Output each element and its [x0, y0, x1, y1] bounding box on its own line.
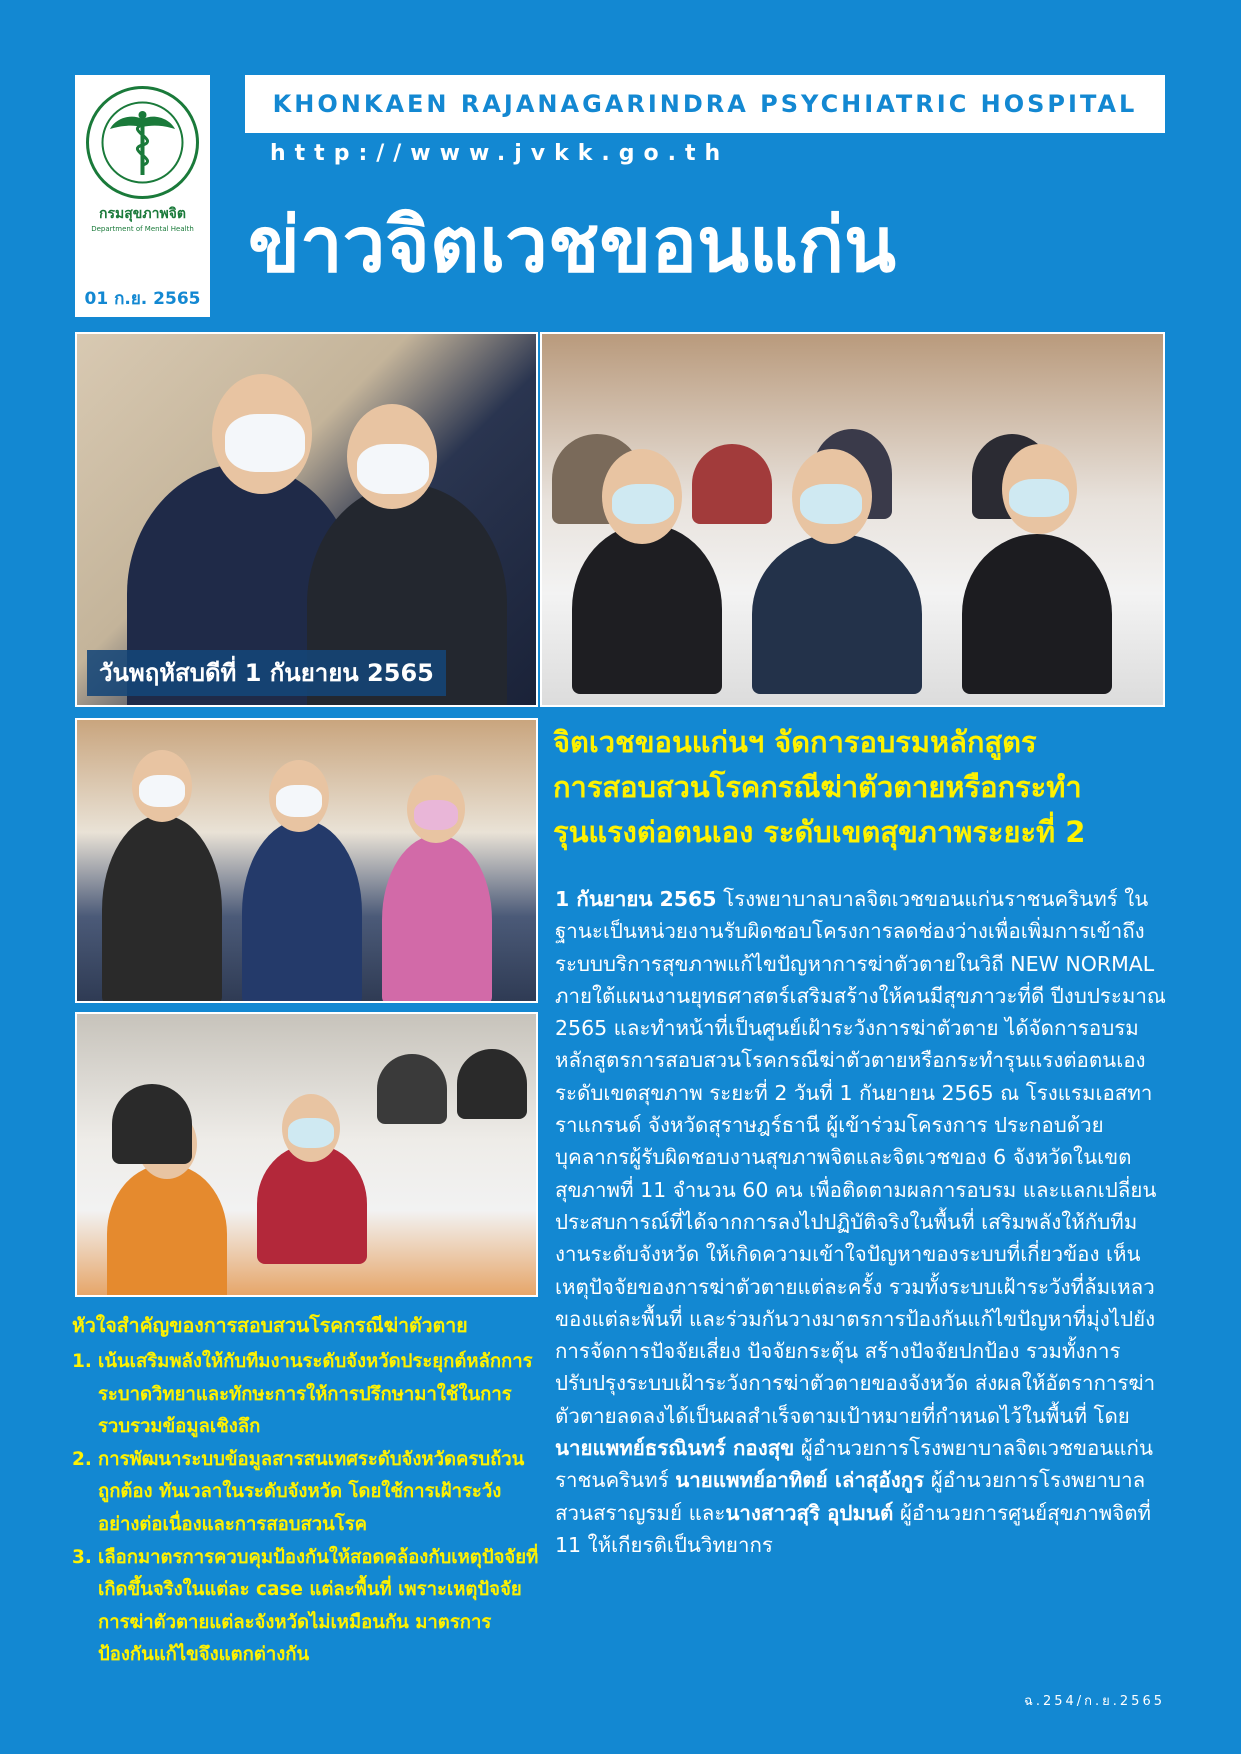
key-points-list — [72, 1346, 542, 1672]
body-text: ผู้อำนวยการโรงพยาบาลจิตเวชขอนแก่นราชนครินทร์ — [555, 1436, 1153, 1493]
list-item: 3. เลือกมาตรการควบคุมป้องกันให้สอดคล้องกับเหตุปัจจัยที่เกิดขึ้นจริงในแต่ละ case แต่ละพื้นที่ เพราะเหตุปัจจัยการฆ่าตัวตายแต่ละจังหวัดไม่เหมือนกัน มาตรการป้องกันแก้ไขจึงแตกต่างกัน — [72, 1546, 539, 1666]
issue-date: 01 ก.ย. 2565 — [84, 289, 201, 309]
website-url[interactable]: http://www.jvkk.go.th — [270, 141, 730, 166]
photo-participants-workshop — [75, 1012, 538, 1297]
body-text: ผู้อำนวยการโรงพยาบาลสวนสราญรมย์ และ — [555, 1468, 1146, 1525]
photo-training-room — [540, 332, 1165, 707]
headline-line: รุนแรงต่อตนเอง ระดับเขตสุขภาพระยะที่ 2 — [553, 815, 1086, 849]
speaker-name: นายแพทย์อาทิตย์ เล่าสุอังกูร — [675, 1468, 925, 1493]
department-name-en: Department of Mental Health — [91, 225, 194, 233]
document-code: ฉ.254/ก.ย.2565 — [1023, 1694, 1165, 1709]
headline-line: จิตเวชขอนแก่นฯ จัดการอบรมหลักสูตร — [553, 725, 1037, 759]
list-item: 1. เน้นเสริมพลังให้กับทีมงานระดับจังหวัดประยุกต์หลักการระบาดวิทยาและทักษะการให้การปรึกษามาใช้ในการรวบรวมข้อมูลเชิงลึก — [72, 1351, 533, 1438]
speaker-name: นายแพทย์ธรณินทร์ กองสุข — [555, 1436, 795, 1461]
speaker-name: นางสาวสุริ อุปมนต์ — [725, 1500, 894, 1525]
hospital-name-bar: KHONKAEN RAJANAGARINDRA PSYCHIATRIC HOSPITAL — [245, 75, 1165, 133]
department-name-th: กรมสุขภาพจิต — [99, 206, 186, 222]
masthead-title: ข่าวจิตเวชขอนแก่น — [248, 200, 896, 289]
ministry-seal — [85, 85, 200, 200]
photo-speakers-standing — [75, 718, 538, 1003]
logo-panel — [75, 75, 210, 317]
body-text: ผู้อำนวยการศูนย์สุขภาพจิตที่ 11 ให้เกียรติเป็นวิทยากร — [555, 1500, 1152, 1557]
lead-date: 1 กันยายน 2565 — [555, 887, 717, 911]
article-body — [555, 883, 1167, 1561]
list-item: 2. การพัฒนาระบบข้อมูลสารสนเทศระดับจังหวัดครบถ้วน ถูกต้อง ทันเวลาในระดับจังหวัด โดยใช้การเฝ้าระวังอย่างต่อเนื่องและการสอบสวนโรค — [72, 1448, 525, 1535]
key-points-title: หัวใจสำคัญของการสอบสวนโรคกรณีฆ่าตัวตาย — [72, 1314, 468, 1337]
body-text: โรงพยาบาลบาลจิตเวชขอนแก่นราชนครินทร์ ในฐานะเป็นหน่วยงานรับผิดชอบโครงการลดช่องว่างเพื่อเพิ่มการเข้าถึงระบบบริการสุขภาพแก้ไขปัญหาการฆ่าตัวตายในวิถี NEW NORMAL ภายใต้แผนงานยุทธศาสตร์เสริมสร้างให้คนมีสุขภาวะที่ดี ปีงบประมาณ 2565 และทำหน้าที่เป็นศูนย์เฝ้าระวังการฆ่าตัวตาย ได้จัดการอบรมหลักสูตรการสอบสวนโรคกรณีฆ่าตัวตายหรือกระทำรุนแรงต่อตนเอง ระดับเขตสุขภาพ ระยะที่ 2 วันที่ 1 กันยายน 2565 ณ โรงแรมเอสทาราแกรนด์ จังหวัดสุราษฎร์ธานี ผู้เข้าร่วมโครงการ ประกอบด้วย บุคลากรผู้รับผิดชอบงานสุขภาพจิตและจิตเวชของ 6 จังหวัดในเขตสุขภาพที่ 11 จำนวน 60 คน เพื่อติดตามผลการอบรม และแลกเปลี่ยนประสบการณ์ที่ได้จากการลงไปปฏิบัติจริงในพื้นที่ เสริมพลังให้กับทีมงานระดับจังหวัด ให้เกิดความเข้าใจปัญหาของระบบที่เกี่ยวข้อง เห็นเหตุปัจจัยของการฆ่าตัวตายแต่ละครั้ง รวมทั้งระบบเฝ้าระวังที่ล้มเหลวของแต่ละพื้นที่ และร่วมกันวางมาตรการป้องกันแก้ไขปัญหาที่มุ่งไปยังการจัดการปัจจัยเสี่ยง ปัจจัยกระตุ้น สร้างปัจจัยปกป้อง รวมทั้งการปรับปรุงระบบเฝ้าระวังการฆ่าตัวตายของจังหวัด ส่งผลให้อัตราการฆ่าตัวตายลดลงได้เป็นผลสำเร็จตามเป้าหมายที่กำหนดไว้ในพื้นที่ โดย — [555, 887, 1166, 1428]
photo-executives-seated — [75, 332, 538, 707]
photo-caption-date: วันพฤหัสบดีที่ 1 กันยายน 2565 — [87, 650, 446, 696]
headline-line: การสอบสวนโรคกรณีฆ่าตัวตายหรือกระทำ — [553, 770, 1082, 804]
article-headline — [553, 720, 1165, 855]
caduceus-icon — [85, 85, 200, 200]
